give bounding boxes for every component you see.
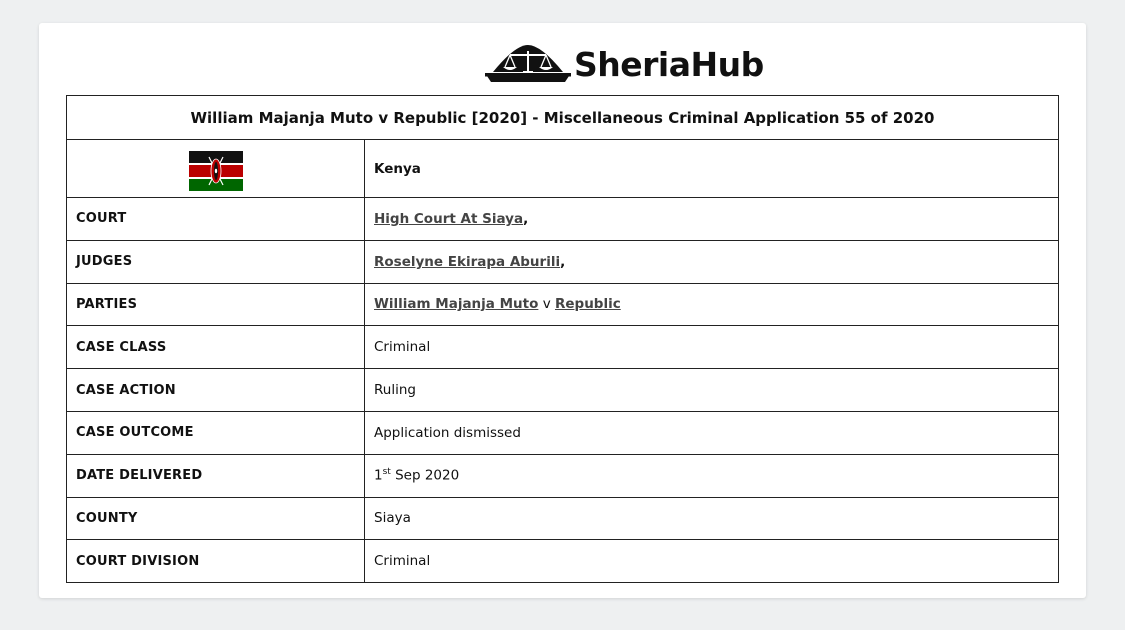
- flag-cell: [67, 140, 365, 198]
- county-value: Siaya: [365, 497, 1059, 540]
- case-class-row: [67, 326, 1059, 369]
- date-delivered-value: [365, 454, 1059, 497]
- case-outcome-row: [67, 411, 1059, 454]
- party1-link[interactable]: William Majanja Muto: [374, 296, 539, 313]
- case-class-label: CASE CLASS: [67, 326, 365, 369]
- parties-label: PARTIES: [67, 283, 365, 326]
- judges-value: [365, 240, 1059, 283]
- court-suffix: ,: [523, 210, 529, 227]
- case-title: William Majanja Muto v Republic [2020] - Miscellaneous Criminal Application 55 of 2020: [67, 96, 1059, 140]
- court-row: [67, 198, 1059, 241]
- date-month-year: Sep 2020: [395, 467, 460, 484]
- case-action-row: [67, 369, 1059, 412]
- kenya-flag-icon: [189, 151, 243, 191]
- judges-row: [67, 240, 1059, 283]
- case-action-value: Ruling: [365, 369, 1059, 412]
- case-outcome-value: Application dismissed: [365, 411, 1059, 454]
- court-value: [365, 198, 1059, 241]
- county-row: [67, 497, 1059, 540]
- court-label: COURT: [67, 198, 365, 241]
- judges-label: JUDGES: [67, 240, 365, 283]
- case-action-label: CASE ACTION: [67, 369, 365, 412]
- case-title-row: [67, 96, 1059, 140]
- case-details-table: [66, 95, 1059, 583]
- date-delivered-row: [67, 454, 1059, 497]
- case-class-value: Criminal: [365, 326, 1059, 369]
- court-division-value: Criminal: [365, 540, 1059, 583]
- date-ordinal: st: [382, 467, 391, 478]
- party2-link[interactable]: Republic: [554, 296, 621, 313]
- country-row: [67, 140, 1059, 198]
- county-label: COUNTY: [67, 497, 365, 540]
- parties-row: [67, 283, 1059, 326]
- scales-of-justice-icon: [485, 42, 571, 86]
- parties-separator: v: [542, 296, 551, 313]
- judges-suffix: ,: [560, 253, 566, 270]
- country-name: Kenya: [365, 140, 1059, 198]
- brand-name: SheriaHub: [574, 44, 764, 84]
- court-division-label: COURT DIVISION: [67, 540, 365, 583]
- case-card: [39, 23, 1086, 598]
- court-division-row: [67, 540, 1059, 583]
- sheriahub-logo[interactable]: [485, 39, 764, 89]
- judge-link[interactable]: Roselyne Ekirapa Aburili: [374, 253, 561, 270]
- court-link[interactable]: High Court At Siaya: [374, 210, 524, 227]
- case-outcome-label: CASE OUTCOME: [67, 411, 365, 454]
- date-day: 1: [374, 467, 383, 484]
- date-delivered-label: DATE DELIVERED: [67, 454, 365, 497]
- parties-value: [365, 283, 1059, 326]
